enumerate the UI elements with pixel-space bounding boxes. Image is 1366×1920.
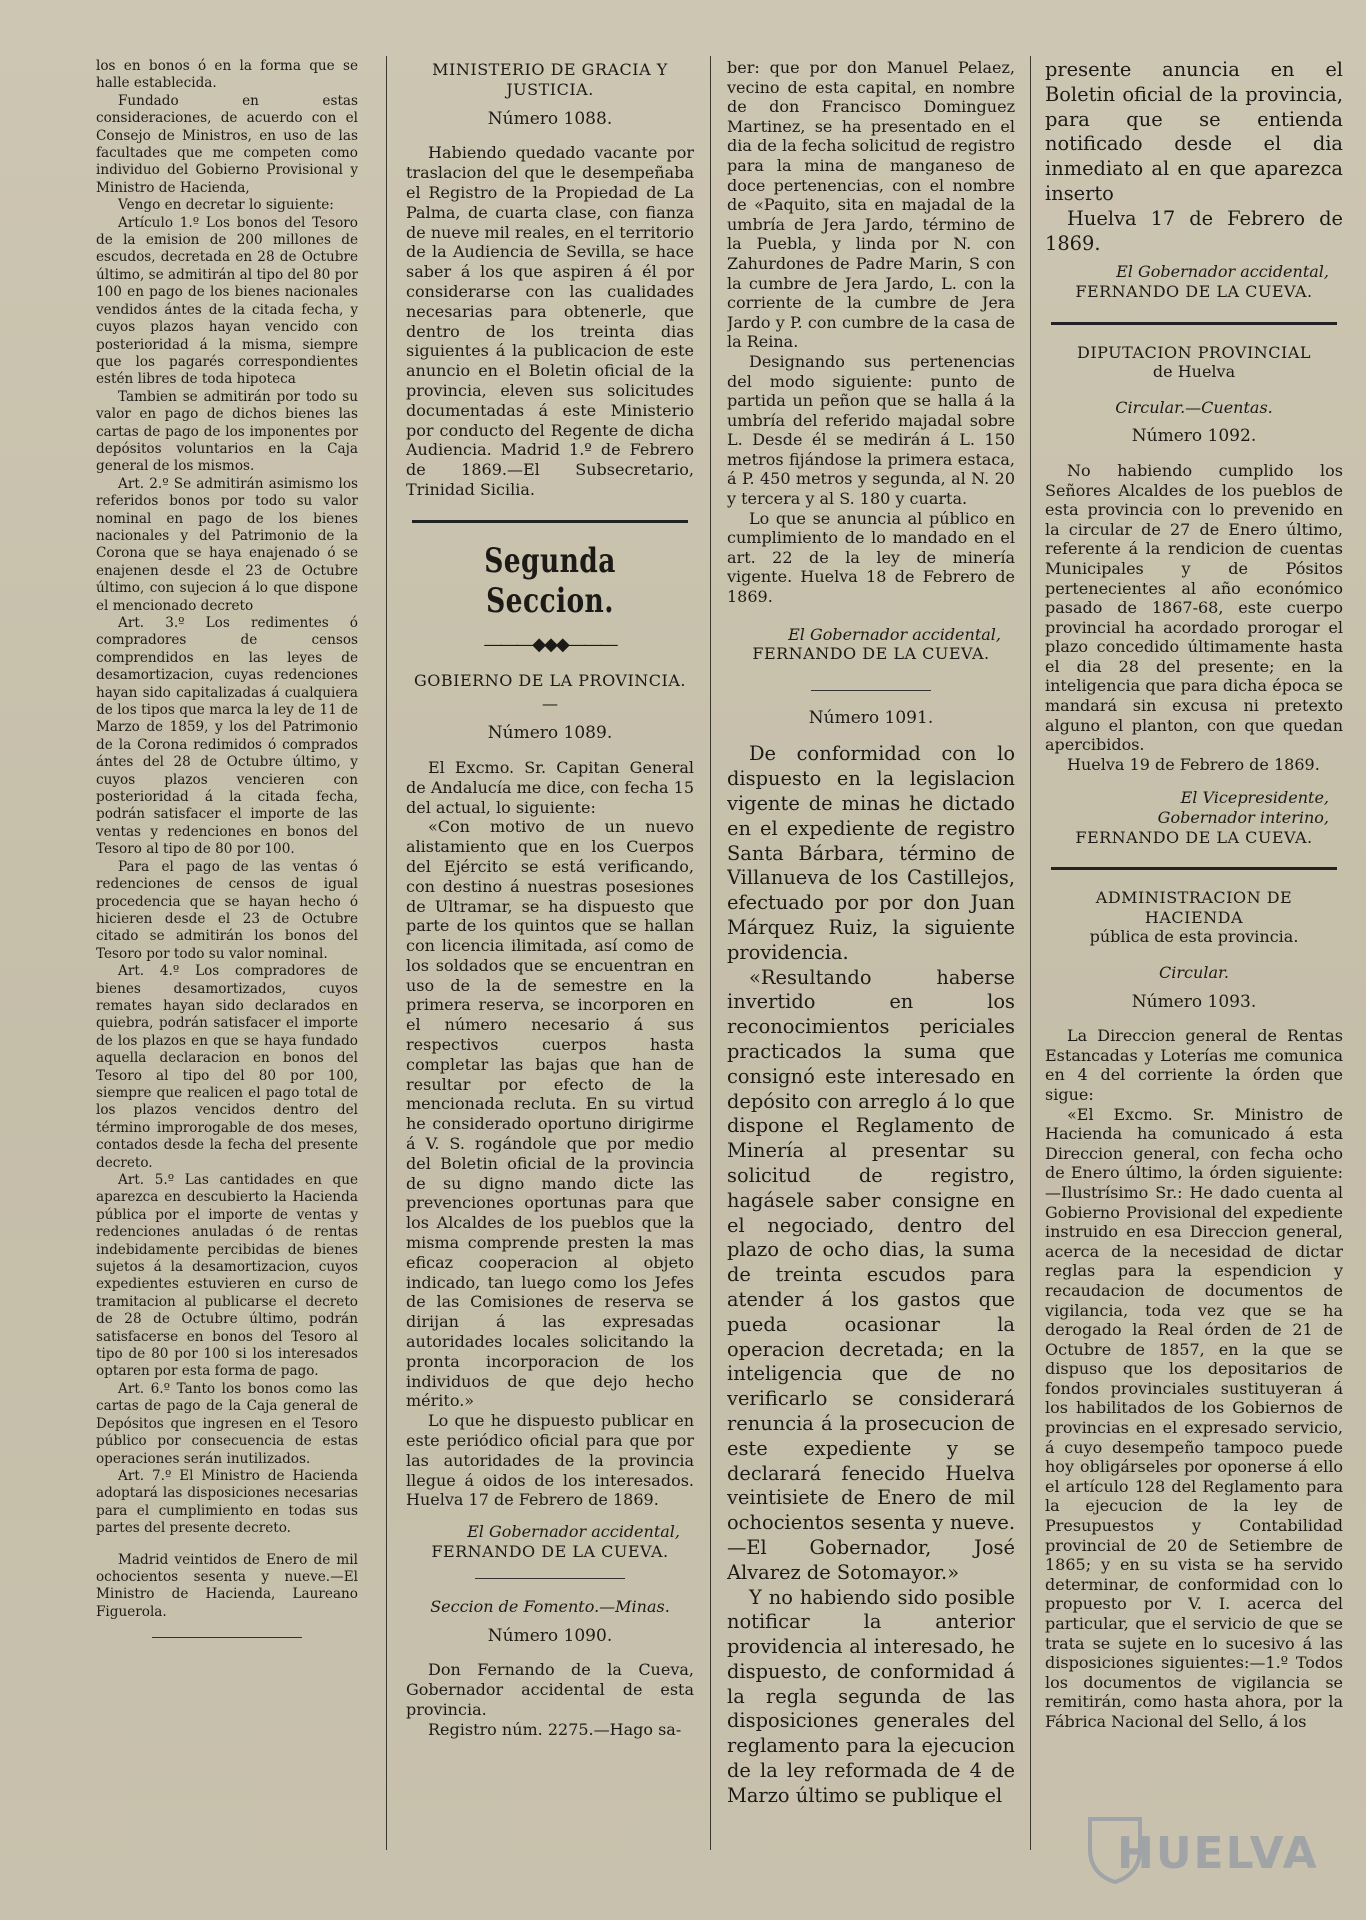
paragraph: Tambien se admitirán por todo su valor en pago de dichos bienes las cartas de pago de los imponentes por depósitos voluntarios en la Caja general de los mismos. [96, 388, 358, 475]
column-3 [727, 58, 1015, 1900]
paragraph: Y no habiendo sido posible notificar la anterior providencia al interesado, he dispuesto, de conformidad á la regla segunda de las disposiciones generales del reglamento para la ejecucion de la ley reformada de 4 de Marzo último se publique el [727, 1585, 1015, 1807]
paragraph: Vengo en decretar lo siguiente: [118, 197, 334, 214]
government-heading: GOBIERNO DE LA PROVINCIA. [414, 670, 686, 690]
paragraph: Para el pago de las ventas ó redenciones de censos de igual procedencia que se hayan hecho ó hicieren desde el 23 de Octubre citado se admitirán los bonos del Tesoro por todo su valor nominal. [96, 858, 358, 962]
paragraph: presente anuncia en el Boletin oficial de la provincia, para que se entienda notificado desde el dia inmediato al en que aparezca inserto [1045, 58, 1343, 205]
column-divider [1030, 56, 1031, 1850]
paragraph: los en bonos ó en la forma que se halle establecida. [96, 58, 358, 92]
signature-name: FERNANDO DE LA CUEVA. [431, 1542, 669, 1561]
section-rule [412, 520, 688, 523]
column-4 [1045, 58, 1343, 1900]
column-1 [96, 58, 358, 1900]
notice-number: Número 1088. [487, 108, 613, 129]
section-title: Segunda Seccion. [484, 540, 616, 621]
sub-heading: Seccion de Fomento.—Minas. [430, 1596, 670, 1616]
notice-number: Número 1090. [487, 1625, 613, 1646]
ornament-divider: ―――◆◆◆――― [484, 633, 616, 655]
paragraph: De conformidad con lo dispuesto en la legislacion vigente de minas he dictado en el expediente de registro Santa Bárbara, término de Villanueva de los Castillejos, efectuado por por don Juan Márquez Ruiz, la siguiente providencia. [727, 742, 1015, 964]
paragraph: La Direccion general de Rentas Estancadas y Loterías me comunica en 4 del corriente la órden que sigue: [1045, 1026, 1343, 1104]
ministry-heading: MINISTERIO DE GRACIA Y JUSTICIA. [432, 60, 668, 99]
paragraph: Art. 4.º Los compradores de bienes desamortizados, cuyos remates hayan sido declarados en quiebra, podrán satisfacer el importe de los plazos en que se haya fundado aquella declaracion en bonos del Tesoro al tipo del 80 por 100, siempre que realicen el pago total de los plazos vencidos dentro del término improrogable de dos meses, contados desde la fecha del presente decreto. [96, 963, 358, 1171]
paragraph: Art. 3.º Los redimentes ó compradores de censos comprendidos en las leyes de desamortizacion, cuyas redenciones hayan sido capitalizadas á cualquiera de los tipos que marca la ley de 11 de Marzo de 1859, y los del Patrimonio de la Corona redimidos ó comprados ántes del 28 de Octubre último, y cuyos plazos vencieren con posterioridad á la citada fecha, podrán satisfacer el importe de las ventas y redenciones en bonos del Tesoro al tipo de 80 por 100. [96, 615, 358, 858]
paragraph: Art. 2.º Se admitirán asimismo los referidos bonos por todo su valor nominal en pago de los bienes nacionales y del Patrimonio de la Corona que se haya enajenado ó se enajenen desde el 23 de Octubre último, con sujecion á lo que dispone el mencionado decreto [96, 475, 358, 614]
column-2 [406, 58, 694, 1900]
paragraph: Art. 7.º El Ministro de Hacienda adoptará las disposiciones necesarias para el cumplimiento en todas sus partes del presente decreto. [96, 1467, 358, 1537]
section-rule [1051, 867, 1337, 870]
paragraph: No habiendo cumplido los Señores Alcaldes de los pueblos de esta provincia con lo prevenido en la circular de 27 de Enero último, referente á la rendicion de cuentas Municipales y de Pósitos pertenecientes al año económico pasado de 1867-68, este cuerpo provincial ha acordado prorogar el plazo concedido últimamente hasta el dia 28 del presente; en la inteligencia que para dicha época se mandará sin excusa ni pretexto alguno el planton, con que quedan apercibidos. [1045, 460, 1343, 755]
paragraph: Don Fernando de la Cueva, Gobernador accidental de esta provincia. [406, 1660, 694, 1719]
separator-rule [475, 1578, 625, 1579]
signature-name: FERNANDO DE LA CUEVA. [1075, 827, 1313, 847]
administration-subheading: pública de esta provincia. [1089, 927, 1299, 947]
sub-heading: Circular.—Cuentas. [1115, 397, 1273, 417]
section-rule [1051, 322, 1337, 325]
paragraph: «El Excmo. Sr. Ministro de Hacienda ha comunicado á esta Direccion general, con fecha ocho de Enero último, la órden siguiente:—Ilustrísimo Sr.: He dado cuenta al Gobierno Provisional del expediente instruido en esa Direccion general, acerca de la necesidad de dictar reglas para la espendicion y recaudacion de documentos de vigilancia, toda vez que se ha derogado la Real órden de 21 de Octubre de 1857, en la que se dispuso que los depositarios de fondos provinciales sustituyeran á los habilitados de los Gobiernos de provincias en el expresado servicio, á cuyo desempeño tampoco puede hoy obligárseles por oponerse á ello el artículo 128 del Reglamento para la ejecucion de la ley de Presupuestos y Contabilidad provincial de 20 de Setiembre de 1865; y en su vista se ha servido determinar, de conformidad con lo propuesto por V. I. acerca del particular, que el servicio de que se trata se sujete en lo sucesivo á las disposiciones siguientes:—1.º Todos los documentos de vigilancia se remitirán, como hasta ahora, por la Fábrica Nacional del Sello, á los [1045, 1104, 1343, 1731]
date-line: Huelva 17 de Febrero de 1869. [1045, 206, 1343, 255]
signature-name: FERNANDO DE LA CUEVA. [752, 644, 990, 664]
library-watermark [1085, 1800, 1345, 1890]
administration-heading: ADMINISTRACION DE HACIENDA [1095, 888, 1293, 927]
paragraph: Lo que se anuncia al público en cumplimiento de lo mandado en el art. 22 de la ley de minería vigente. Huelva 18 de Febrero de 1869. [727, 508, 1015, 607]
paragraph: «Resultando haberse invertido en los reconocimientos periciales practicados la suma que consignó este interesado en depósito con arreglo á lo que dispone el Reglamento de Minería al presentar su solicitud de registro, hagásele saber consigne en el negociado, dentro del plazo de ocho dias, la suma de treinta escudos para atender á los gastos que pueda ocasionar la operacion decretada; en la inteligencia que de no verificarlo se considerará renuncia á la prosecucion de este expediente y se declarará fenecido Huelva veintisiete de Enero de mil ochocientos sesenta y nueve.—El Gobernador, José Alvarez de Sotomayor.» [727, 965, 1015, 1584]
signature-title: El Vicepresidente, [1180, 788, 1329, 808]
paragraph: Designando sus pertenencias del modo siguiente: punto de partida un peñon que se halla á la umbría del referido majadal sobre L. Desde él se medirán á L. 150 metros fijándose la primera estaca, á P. 450 metros y segunda, al N. 20 y tercera y al S. 180 y cuarta. [727, 351, 1015, 509]
signature-title: El Gobernador accidental, [788, 624, 1001, 644]
deputation-heading: DIPUTACION PROVINCIAL [1077, 342, 1311, 362]
signature-title: El Gobernador accidental, [467, 1522, 680, 1542]
paragraph: El Excmo. Sr. Capitan General de Andalucía me dice, con fecha 15 del actual, lo siguiente: [406, 757, 694, 817]
paragraph: Fundado en estas consideraciones, de acuerdo con el Consejo de Ministros, en uso de las facultades que me competen como individuo del Gobierno Provisional y Ministro de Hacienda, [96, 92, 358, 196]
signature-title: Gobernador interino, [1157, 808, 1329, 828]
date-line: Huelva 19 de Febrero de 1869. [1067, 754, 1320, 774]
watermark-text: HUELVA [1117, 1828, 1319, 1879]
paragraph: Registro núm. 2275.—Hago sa- [428, 1719, 682, 1739]
paragraph: «Con motivo de un nuevo alistamiento que en los Cuerpos del Ejército se está verificando, con destino á nuestras posesiones de Ultramar, se ha dispuesto que parte de los quintos que se hallan con licencia ilimitada, así como de los soldados que se encuentran en uso de la de semestre en la primera reserva, se incorporen en el número necesario á sus respectivos cuerpos hasta completar las bajas que han de resultar por efecto de la mencionada recluta. En su virtud he considerado oportuno dirigirme á V. S. rogándole que por medio del Boletin oficial de la provincia de su digno mando dicte las prevenciones oportunas para que los Alcaldes de los pueblos que la misma comprende presten la mas eficaz cooperacion al objeto indicado, tan luego como los Jefes de las Comisiones de reserva se dirijan á las expresadas autoridades locales solicitando la pronta incorporacion de los individuos de que dejo hecho mérito.» [406, 817, 694, 1411]
column-divider [710, 56, 711, 1850]
signature-title: El Gobernador accidental, [1116, 262, 1329, 282]
paragraph: Lo que he dispuesto publicar en este periódico oficial para que por las autoridades de la provincia llegue á oidos de los interesados. Huelva 17 de Febrero de 1869. [406, 1411, 694, 1510]
closing-paragraph: Madrid veintidos de Enero de mil ochocientos sesenta y nueve.—El Ministro de Hacienda, Laureano Figuerola. [96, 1551, 358, 1620]
paragraph: Art. 5.º Las cantidades en que aparezca en descubierto la Hacienda pública por el importe de ventas y redenciones anuladas ó de rentas indebidamente percibidas de bienes sujetos á la desamortizacion, cuyos expedientes estuvieren en curso de tramitacion al publicarse el decreto de 28 de Octubre último, podrán satisfacerse en bonos del Tesoro al tipo de 80 por 100 si los interesados optaren por esta forma de pago. [96, 1172, 358, 1380]
notice-number: Número 1091. [808, 707, 934, 728]
notice-number: Número 1092. [1131, 426, 1257, 447]
column-divider [386, 56, 387, 1850]
signature-name: FERNANDO DE LA CUEVA. [1075, 281, 1313, 301]
separator-rule [152, 1637, 302, 1638]
paragraph: ber: que por don Manuel Pelaez, vecino de esta capital, en nombre de don Francisco Dominguez Martinez, se ha presentado en el dia de la fecha solicitud de registro para la mina de manganeso de doce pertenencias, con el nombre de «Paquito, sita en majadal de la umbría de Jera Jardo, término de la Puebla, y linda por N. con Zahurdones de Padre Marin, S con la cumbre de Jera Jardo, L. con la corriente de la cumbre de Jera Jardo y P. con cumbre de la casa de la Reina. [727, 58, 1015, 352]
notice-number: Número 1089. [487, 723, 613, 744]
sub-heading: Circular. [1159, 963, 1229, 982]
paragraph: Habiendo quedado vacante por traslacion del que le desempeñaba el Registro de la Propiedad de La Palma, de cuarta clase, con fianza de nueve mil reales, en el territorio de la Audiencia de Sevilla, se hace saber á los que aspiren á él por considerarse con las cualidades necesarias para obtenerle, que dentro de los treinta dias siguientes á la publicacion de este anuncio en el Boletin oficial de la provincia, eleven sus solicitudes documentadas á este Ministerio por conducto del Regente de dicha Audiencia. Madrid 1.º de Febrero de 1869.—El Subsecretario, Trinidad Sicilia. [406, 143, 694, 499]
deputation-subheading: de Huelva [1152, 362, 1236, 382]
notice-number: Número 1093. [1131, 991, 1257, 1012]
separator-rule [811, 690, 931, 691]
paragraph: Artículo 1.º Los bonos del Tesoro de la emision de 200 millones de escudos, decretada en 28 de Octubre último, se admitirán al tipo del 80 por 100 en pago de los bienes nacionales vendidos ántes de la citada fecha, y cuyos plazos hayan vencido con posterioridad á la misma, siempre que los pagarés correspondientes estén libres de toda hipoteca [96, 214, 358, 388]
short-dash: — [542, 694, 558, 714]
paragraph: Art. 6.º Tanto los bonos como las cartas de pago de la Caja general de Depósitos que ingresen en el Tesoro público por consecuencia de estas operaciones serán inutilizados. [96, 1380, 358, 1467]
